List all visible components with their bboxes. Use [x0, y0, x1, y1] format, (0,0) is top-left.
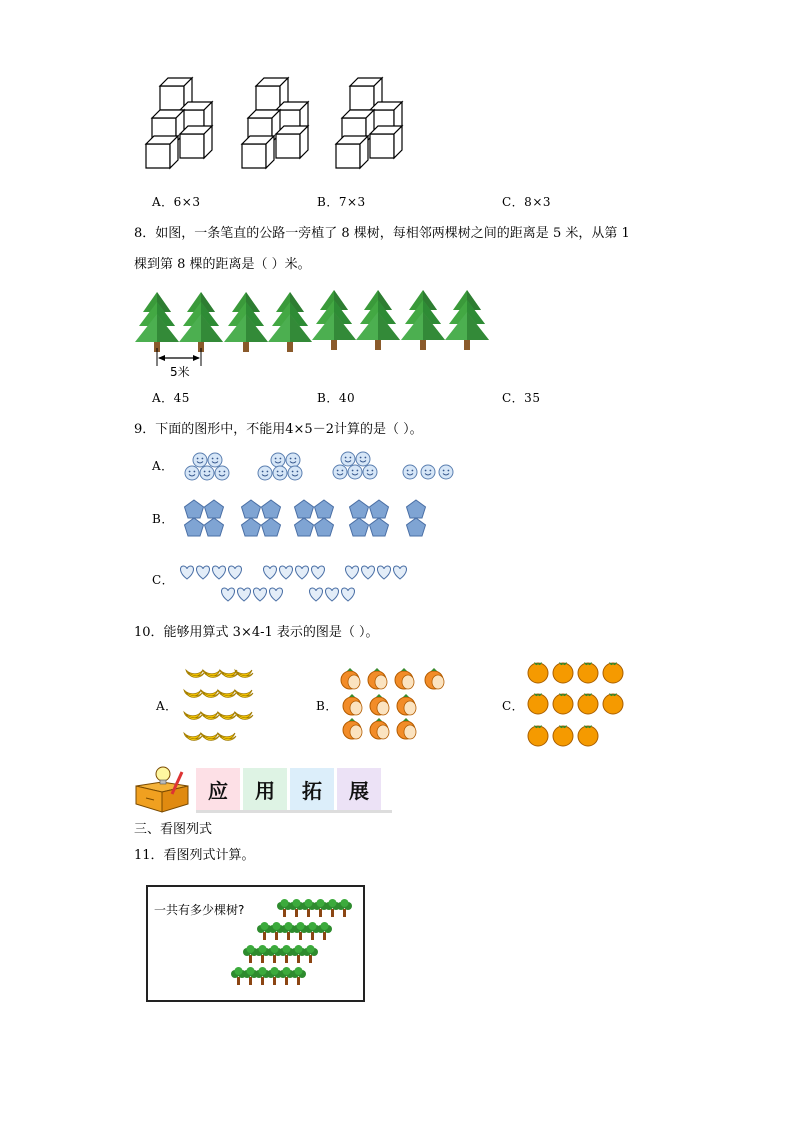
option-a[interactable]: A．6×3: [152, 195, 201, 209]
option-c[interactable]: C．8×3: [502, 195, 552, 209]
option-c[interactable]: C．: [152, 573, 175, 587]
option-a[interactable]: A．: [156, 699, 178, 713]
lightbulb-box-icon: [132, 764, 194, 814]
option-c[interactable]: C．35: [502, 391, 541, 405]
question-8-line-1: 8．如图，一条笔直的公路一旁植了 8 棵树，每相邻两棵树之间的距离是 5 米，从第 1: [134, 226, 630, 241]
box-question-text: 一共有多少棵树?: [154, 903, 245, 917]
section-3-title: 三、看图列式: [134, 822, 213, 837]
small-trees-figure: [228, 898, 356, 994]
question-8-line-2: 棵到第 8 棵的距离是（ ）米。: [134, 257, 311, 272]
smiley-faces-figure: [180, 450, 465, 484]
question-10: 10．能够用算式 3×4-1 表示的图是（ ）。: [134, 625, 379, 640]
option-b[interactable]: B．: [152, 512, 174, 526]
option-b[interactable]: B．: [316, 699, 338, 713]
question-11: 11．看图列式计算。: [134, 848, 255, 863]
pentagons-figure: [180, 497, 430, 539]
oranges-figure: [338, 666, 452, 744]
round-oranges-figure: [526, 658, 626, 750]
question-9: 9．下面的图形中，不能用4×5－2计算的是（ ）。: [134, 422, 423, 437]
option-b[interactable]: B．40: [317, 391, 356, 405]
option-c[interactable]: C．: [502, 699, 525, 713]
distance-label: 5米: [170, 365, 190, 379]
option-a[interactable]: A．45: [152, 391, 190, 405]
bananas-figure: [180, 662, 254, 746]
banner-char-1: 应: [196, 768, 240, 810]
cube-stacks-figure: [140, 76, 420, 172]
hearts-figure: [178, 562, 418, 604]
banner-char-2: 用: [243, 768, 287, 810]
option-b[interactable]: B．7×3: [317, 195, 366, 209]
banner-char-4: 展: [337, 768, 381, 810]
banner-shadow: [196, 810, 392, 813]
banner-char-3: 拓: [290, 768, 334, 810]
option-a[interactable]: A．: [152, 459, 174, 473]
